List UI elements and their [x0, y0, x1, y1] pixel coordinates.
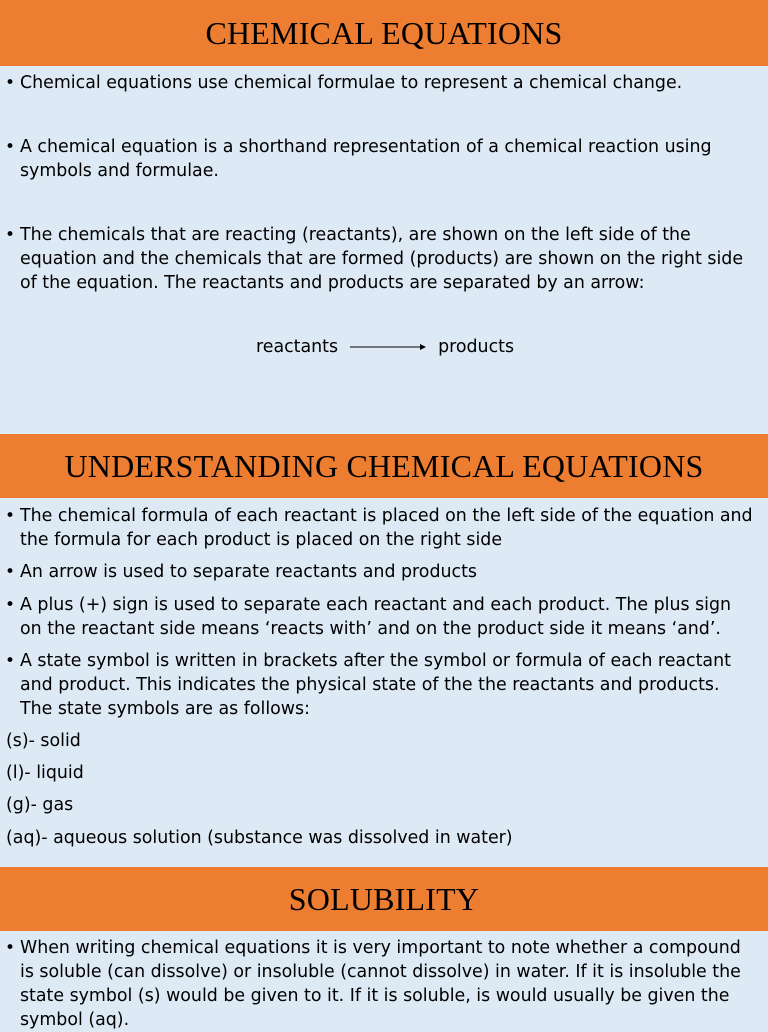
bullet-text: The chemical formula of each reactant is placed on the left side of the equation and the formula for each product is placed on the right side	[20, 506, 753, 550]
state-symbol-liquid: (l)- liquid	[6, 763, 84, 783]
bullet-text: When writing chemical equations it is very important to note whether a compound is soluble (can dissolve) or insoluble (cannot dissolve) in water. If it is insoluble the state symbol (s) would be given to it. If it is soluble, is would usually be given the symbol (aq).	[20, 938, 741, 1030]
state-symbol-gas: (g)- gas	[6, 795, 74, 815]
bullet-item	[5, 560, 754, 584]
bullet-item	[5, 936, 754, 1032]
bullet-glyph: •	[5, 595, 16, 615]
bullet-text: An arrow is used to separate reactants and products	[20, 562, 477, 582]
bullet-item	[5, 504, 754, 552]
bullet-glyph: •	[5, 225, 16, 245]
equation-reactants: reactants	[256, 337, 339, 357]
bullet-glyph: •	[5, 562, 16, 582]
section-header-understanding	[0, 434, 768, 498]
bullet-text: Chemical equations use chemical formulae to represent a chemical change.	[20, 73, 683, 93]
bullet-glyph: •	[5, 651, 16, 671]
equation-products: products	[438, 337, 515, 357]
bullet-glyph: •	[5, 506, 16, 526]
section-title: CHEMICAL EQUATIONS	[205, 14, 563, 51]
section-header-solubility	[0, 867, 768, 931]
state-symbol-aqueous: (aq)- aqueous solution (substance was dissolved in water)	[6, 828, 513, 848]
section-title: SOLUBILITY	[288, 880, 480, 917]
bullet-item	[5, 135, 754, 183]
bullet-glyph: •	[5, 137, 16, 157]
bullet-item	[5, 223, 754, 295]
bullet-text: The chemicals that are reacting (reactants), are shown on the left side of the equation and the chemicals that are formed (products) are shown on the right side of the equation. The reactants and products are separated by an arrow:	[20, 225, 744, 293]
section-title: UNDERSTANDING CHEMICAL EQUATIONS	[64, 447, 704, 484]
section-header-chemical-equations	[0, 0, 768, 66]
bullet-text: A chemical equation is a shorthand representation of a chemical reaction using symbols and formulae.	[20, 137, 712, 181]
reaction-equation	[256, 337, 514, 357]
bullet-text: A plus (+) sign is used to separate each reactant and each product. The plus sign on the reactant side means ‘reacts with’ and on the product side it means ‘and’.	[20, 595, 732, 639]
reaction-arrow-icon	[350, 342, 426, 352]
bullet-item	[5, 71, 754, 95]
bullet-glyph: •	[5, 938, 16, 958]
bullet-item	[5, 593, 754, 641]
bullet-item	[5, 649, 754, 721]
bullet-glyph: •	[5, 73, 16, 93]
state-symbol-solid: (s)- solid	[6, 731, 81, 751]
bullet-text: A state symbol is written in brackets after the symbol or formula of each reactant and product. This indicates the physical state of the the reactants and products. The state symbols are as follows:	[20, 651, 731, 719]
